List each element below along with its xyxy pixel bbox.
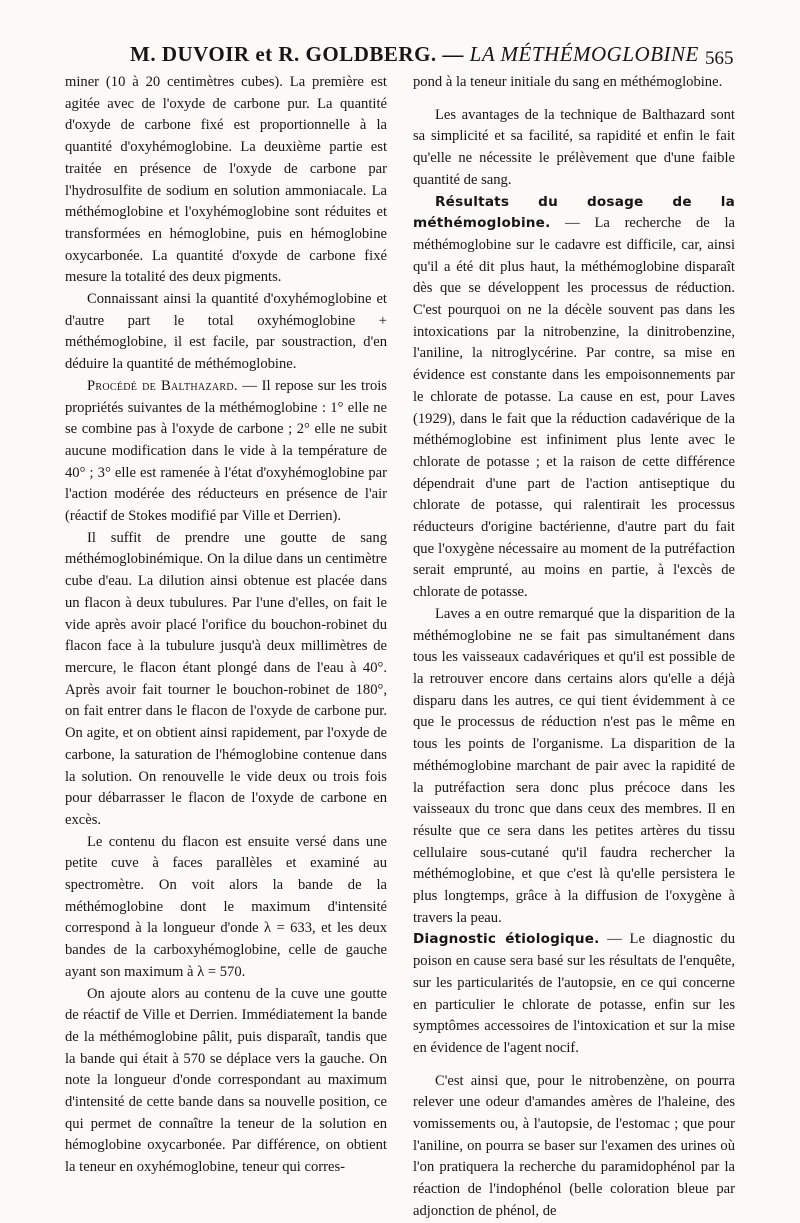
paragraph-text: — Le diagnostic du poison en cause sera basé sur les résultats de l'enquête, sur les particularités de l'autopsie, en ce qui concerne en particulier le chlorate de potasse, enfin sur les symptômes accessoires de l'intoxication et sur la mise en évidence de l'agent nocif. (413, 931, 735, 1056)
left-column (65, 72, 387, 1179)
paragraph: C'est ainsi que, pour le nitrobenzène, on pourra relever une odeur d'amandes amères de l'haleine, des vomissements ou, à l'autopsie, de l'estomac ; que pour l'aniline, on pourra se baser sur l'examen des urines où l'on pratiquera la recherche du paramidophénol par la réaction de l'indophénol (belle coloration bleue par adjonction de phénol, de (413, 1072, 735, 1219)
running-title (130, 42, 699, 67)
paragraph: Les avantages de la technique de Balthazard sont sa simplicité et sa facilité, sa rapidité et enfin le fait qu'elle ne nécessite le prélèvement que d'une faible quantité de sang. (413, 106, 735, 188)
paragraph: Le contenu du flacon est ensuite versé dans une petite cuve à faces parallèles et examiné au spectromètre. On voit alors la bande de la méthémoglobine dont le maximum d'intensité correspond à la longueur d'onde λ = 633, et les deux bandes de la carboxyhémoglobine, celle de gauche ayant son maximum à λ = 570. (65, 833, 387, 980)
section-heading: Procédé de Balthazard. (87, 377, 238, 394)
title-authors: M. DUVOIR et R. GOLDBERG. — (130, 42, 470, 66)
paragraph: Il suffit de prendre une goutte de sang méthémoglobinémique. On la dilue dans un centimètre cube d'eau. La dilution ainsi obtenue est placée dans un flacon à deux tubulures. Par l'une d'elles, on fait le vide après avoir placé l'orifice du bouchon-robinet du flacon face à la tubulure jusqu'à deux millimètres de mercure, le flacon étant plongé dans de l'eau à 40°. Après avoir fait tourner le bouchon-robinet de 180°, on fait entrer dans le flacon de l'oxyde de carbone pur. On agite, et on obtient ainsi rapidement, par l'oxyde de carbone, la saturation de l'hémoglobine contenue dans la solution. On renouvelle le vide deux ou trois fois pour débarrasser le flacon de l'oxyde de carbone en excès. (65, 529, 387, 828)
section-heading: Diagnostic étiologique. (413, 931, 600, 948)
title-subject: LA MÉTHÉMOGLOBINE (469, 42, 699, 66)
paragraph (413, 192, 735, 604)
paragraph-text: — La recherche de la méthémoglobine sur le cadavre est difficile, car, ainsi qu'il a été dit plus haut, la méthémoglobine disparaît dès que se développent les processus de réduction. C'est pourquoi on ne la décèle souvent pas dans les intoxications par la nitrobenzine, la dinitrobenzine, l'aniline, la nitroglycérine. Par contre, sa mise en évidence est constante dans les empoisonnements par le chlorate de potasse. La cause en est, pour Laves (1929), dans le fait que la réduction cadavérique de la méthémoglobine est infiniment plus lente avec le chlorate de potasse ; et la raison de cette différence dépendrait d'une part de l'action antiseptique du chlorate de potasse, qui ralentirait les processus réducteurs d'origine bactérienne, d'autre part du fait que l'oxygène nécessaire au moment de la putréfaction serait emprunté, au moins en partie, à l'excès de chlorate de potasse. (413, 215, 735, 601)
right-column (413, 72, 735, 1223)
paragraph (413, 929, 735, 1059)
paragraph (65, 289, 387, 376)
paragraph-text: — Il repose sur les trois propriétés suivantes de la méthémoglobine : 1° elle ne se combine pas à l'oxyde de carbone ; 2° elle ne subit aucune modification dans le vide à la température de 40° ; 3° elle est ramenée à l'état d'oxyhémoglobine par l'action modérée des réducteurs en présence de l'air (réactif de Stokes modifié par Ville et Derrien). (65, 377, 387, 525)
paragraph: On ajoute alors au contenu de la cuve une goutte de réactif de Ville et Derrien. Immédiatement la bande de la méthémoglobine pâlit, puis disparaît, tandis que la bande qui était à 570 se déplace vers la gauche. On note la longueur d'onde correspondant au maximum d'intensité de cette bande dans sa nouvelle position, ce qui permet de connaître la teneur de la solution en hémoglobine oxycarbonée. Par différence, on obtient la teneur en oxyhémoglobine, teneur qui corres- (65, 985, 387, 1176)
paragraph: pond à la teneur initiale du sang en méthémoglobine. (413, 74, 723, 90)
page-number: 565 (705, 48, 734, 69)
paragraph: miner (10 à 20 centimètres cubes). La première est agitée avec de l'oxyde de carbone pur. La quantité d'oxyde de carbone fixé est proportionnelle à la quantité d'oxyhémoglobine. La deuxième partie est traitée en présence de l'oxyde de carbone par l'hydrosulfite de sodium en solution ammoniacale. La méthémoglobine et l'oxyhémoglobine sont réduites et transformées en hémoglobine, puis en hémoglobine oxycarbonée. La quantité d'oxyde de carbone fixé mesure la totalité des deux pigments. (65, 74, 387, 286)
paragraph (65, 376, 387, 528)
paragraph: Laves a en outre remarqué que la disparition de la méthémoglobine ne se fait pas simultanément dans tous les vaisseaux cadavériques et qu'il est possible de la retrouver encore dans certains alors qu'elle a déjà disparu dans les autres, ce qui tient évidemment à ce que le processus de réduction n'est pas le même en tous les points de l'organisme. La disparition de la méthémoglobine marchant de pair avec la rapidité de la putréfaction sera donc plus précoce dans les vaisseaux du tronc que dans ceux des membres. Il en résulte que ce sera dans les petites artères du tissu cellulaire sous-cutané qu'il faudra rechercher la méthémoglobine, et que c'est là qu'elle persistera le plus longtemps, grâce à la diffusion de l'oxygène à travers la peau. (413, 605, 735, 926)
paragraph-text: Connaissant ainsi la quantité d'oxyhémoglobine et d'autre part le total oxyhémoglobine + méthémoglobine, il est facile, par soustraction, d'en déduire la quantité de méthémoglobine. (65, 291, 387, 373)
section-heading: Résultats du dosage de la méthémoglobine. (413, 193, 735, 232)
